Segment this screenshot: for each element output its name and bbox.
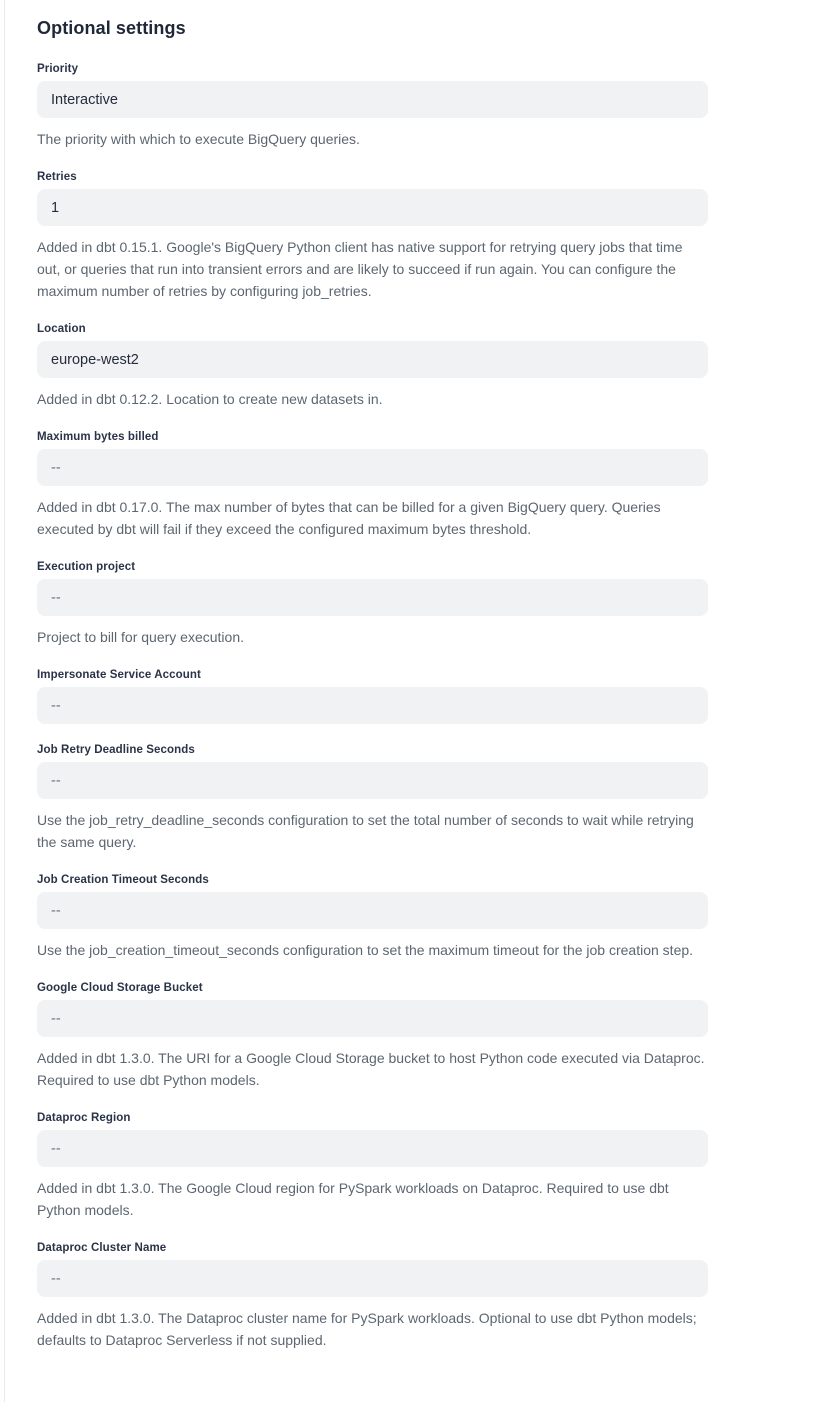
field-label: Retries xyxy=(37,171,77,183)
field-value: 1 xyxy=(51,199,60,216)
field-input[interactable] xyxy=(37,1260,708,1297)
field-label: Google Cloud Storage Bucket xyxy=(37,982,203,994)
field-helper-text: Added in dbt 0.17.0. The max number of bytes that can be billed for a given BigQuery query. Queries executed by dbt will fail if they exceed the configured maximum bytes threshold. xyxy=(37,499,661,537)
form-field xyxy=(37,431,708,540)
field-helper-text: Use the job_retry_deadline_seconds configuration to set the total number of seconds to wait while retrying the same query. xyxy=(37,812,694,850)
fields-container xyxy=(37,63,708,1351)
form-field xyxy=(37,171,708,302)
field-value: -- xyxy=(51,772,61,789)
field-helper-text: Added in dbt 0.12.2. Location to create new datasets in. xyxy=(37,391,383,407)
field-value: -- xyxy=(51,1140,61,1157)
field-input[interactable] xyxy=(37,341,708,378)
field-label: Maximum bytes billed xyxy=(37,431,159,443)
field-input[interactable] xyxy=(37,189,708,226)
field-input[interactable] xyxy=(37,1000,708,1037)
section-title: Optional settings xyxy=(37,18,186,38)
form-field xyxy=(37,63,708,150)
field-input[interactable] xyxy=(37,1130,708,1167)
field-value: -- xyxy=(51,1270,61,1287)
form-field xyxy=(37,1112,708,1221)
field-input[interactable] xyxy=(37,579,708,616)
field-helper-text: Use the job_creation_timeout_seconds configuration to set the maximum timeout for the job creation step. xyxy=(37,942,694,958)
field-value: -- xyxy=(51,589,61,606)
field-input[interactable] xyxy=(37,762,708,799)
field-label: Priority xyxy=(37,63,79,75)
field-value: europe-west2 xyxy=(51,351,139,368)
field-input[interactable] xyxy=(37,892,708,929)
field-label: Impersonate Service Account xyxy=(37,669,201,681)
field-label: Execution project xyxy=(37,561,136,573)
field-value: -- xyxy=(51,902,61,919)
form-field xyxy=(37,874,708,961)
field-input[interactable] xyxy=(37,81,708,118)
field-label: Dataproc Cluster Name xyxy=(37,1242,167,1254)
field-helper-text: Project to bill for query execution. xyxy=(37,629,244,645)
field-input[interactable] xyxy=(37,687,708,724)
field-helper-text: Added in dbt 0.15.1. Google's BigQuery Python client has native support for retrying query jobs that time out, or queries that run into transient errors and are likely to succeed if run again. You can configure the maximum number of retries by configuring job_retries. xyxy=(37,239,683,299)
field-helper-text: Added in dbt 1.3.0. The Dataproc cluster name for PySpark workloads. Optional to use dbt Python models; defaults to Dataproc Serverless if not supplied. xyxy=(37,1310,697,1348)
form-field xyxy=(37,323,708,410)
field-value: -- xyxy=(51,697,61,714)
form-field xyxy=(37,1242,708,1351)
form-field xyxy=(37,982,708,1091)
field-input[interactable] xyxy=(37,449,708,486)
field-value: -- xyxy=(51,1010,61,1027)
field-label: Dataproc Region xyxy=(37,1112,131,1124)
form-field xyxy=(37,561,708,648)
field-helper-text: Added in dbt 1.3.0. The Google Cloud region for PySpark workloads on Dataproc. Required to use dbt Python models. xyxy=(37,1180,669,1218)
field-label: Job Retry Deadline Seconds xyxy=(37,744,195,756)
panel-left-border xyxy=(4,0,5,1402)
field-helper-text: The priority with which to execute BigQuery queries. xyxy=(37,131,360,147)
form-field xyxy=(37,669,708,724)
form-field xyxy=(37,744,708,853)
field-label: Location xyxy=(37,323,86,335)
field-value: -- xyxy=(51,459,61,476)
field-value: Interactive xyxy=(51,91,118,108)
field-label: Job Creation Timeout Seconds xyxy=(37,874,209,886)
field-helper-text: Added in dbt 1.3.0. The URI for a Google Cloud Storage bucket to host Python code executed via Dataproc. Required to use dbt Python models. xyxy=(37,1050,705,1088)
